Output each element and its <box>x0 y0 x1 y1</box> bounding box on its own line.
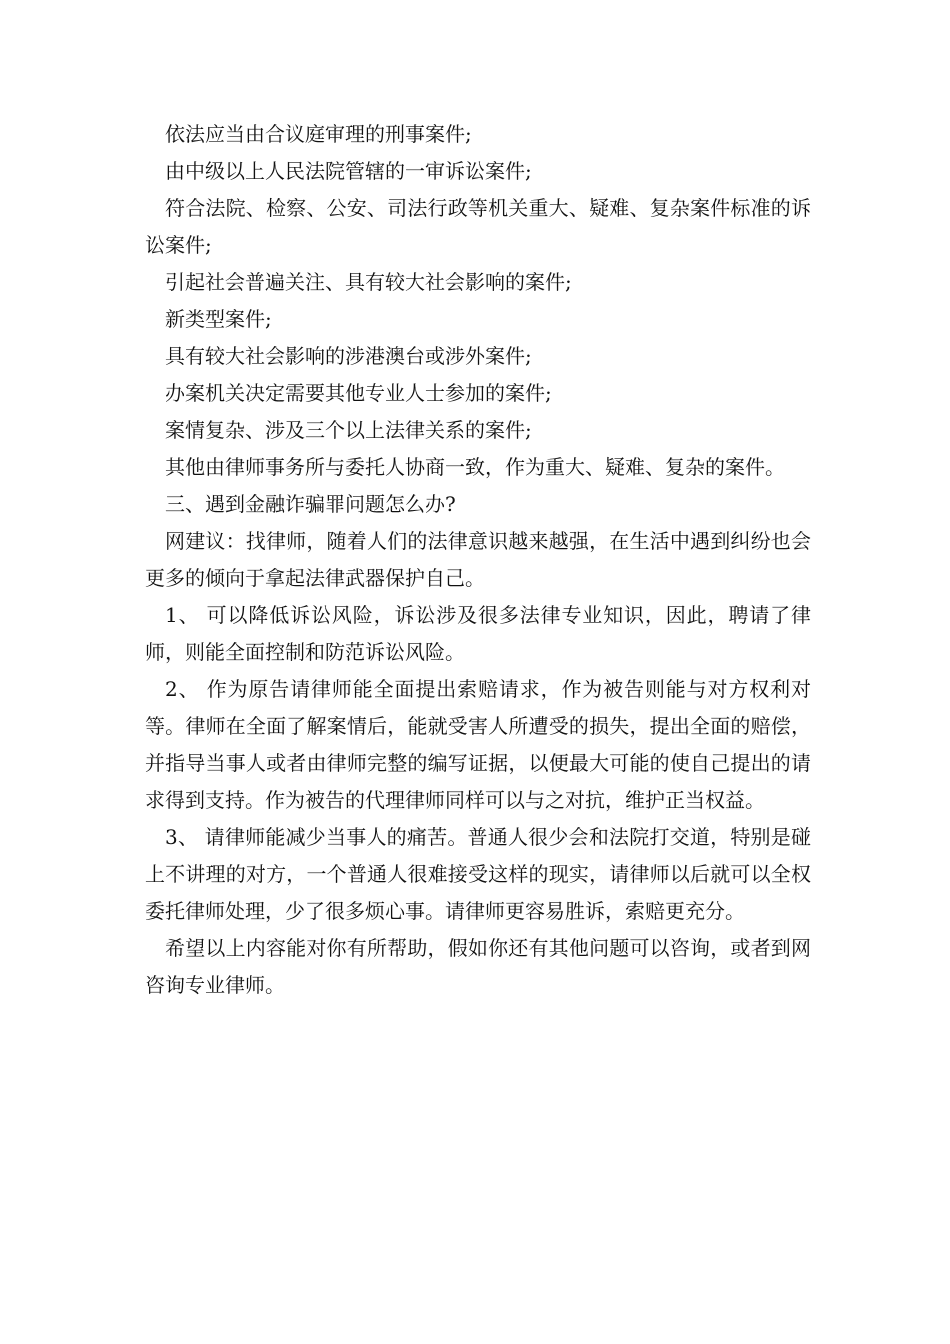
paragraph: 引起社会普遍关注、具有较大社会影响的案件; <box>165 270 572 294</box>
paragraph: 网建议：找律师，随着人们的法律意识越来越强，在生活中遇到纠纷也会更多的倾向于拿起法律武器保护自己。 <box>145 529 811 590</box>
paragraph: 案情复杂、涉及三个以上法律关系的案件; <box>165 418 532 442</box>
paragraph: 新类型案件; <box>165 307 272 331</box>
paragraph: 办案机关决定需要其他专业人士参加的案件; <box>165 381 552 405</box>
paragraph: 由中级以上人民法院管辖的一审诉讼案件; <box>165 159 532 183</box>
section-heading: 三、遇到金融诈骗罪问题怎么办? <box>165 492 456 516</box>
paragraph: 其他由律师事务所与委托人协商一致，作为重大、疑难、复杂的案件。 <box>165 455 785 479</box>
paragraph: 具有较大社会影响的涉港澳台或涉外案件; <box>165 344 532 368</box>
paragraph: 符合法院、检察、公安、司法行政等机关重大、疑难、复杂案件标准的诉讼案件; <box>145 196 811 257</box>
document-body <box>145 116 811 1004</box>
numbered-paragraph-3: 3、 请律师能减少当事人的痛苦。普通人很少会和法院打交道，特别是碰上不讲理的对方，一个普通人很难接受这样的现实，请律师以后就可以全权委托律师处理，少了很多烦心事。请律师更容易胜诉，索赔更充分。 <box>145 825 811 923</box>
paragraph: 依法应当由合议庭审理的刑事案件; <box>165 122 472 146</box>
closing-paragraph: 希望以上内容能对你有所帮助，假如你还有其他问题可以咨询，或者到网咨询专业律师。 <box>145 936 811 997</box>
numbered-paragraph-1: 1、 可以降低诉讼风险，诉讼涉及很多法律专业知识，因此，聘请了律师，则能全面控制和防范诉讼风险。 <box>145 603 811 664</box>
numbered-paragraph-2: 2、 作为原告请律师能全面提出索赔请求，作为被告则能与对方权利对等。律师在全面了解案情后，能就受害人所遭受的损失，提出全面的赔偿，并指导当事人或者由律师完整的编写证据，以便最大可能的使自己提出的请求得到支持。作为被告的代理律师同样可以与之对抗，维护正当权益。 <box>145 677 811 812</box>
